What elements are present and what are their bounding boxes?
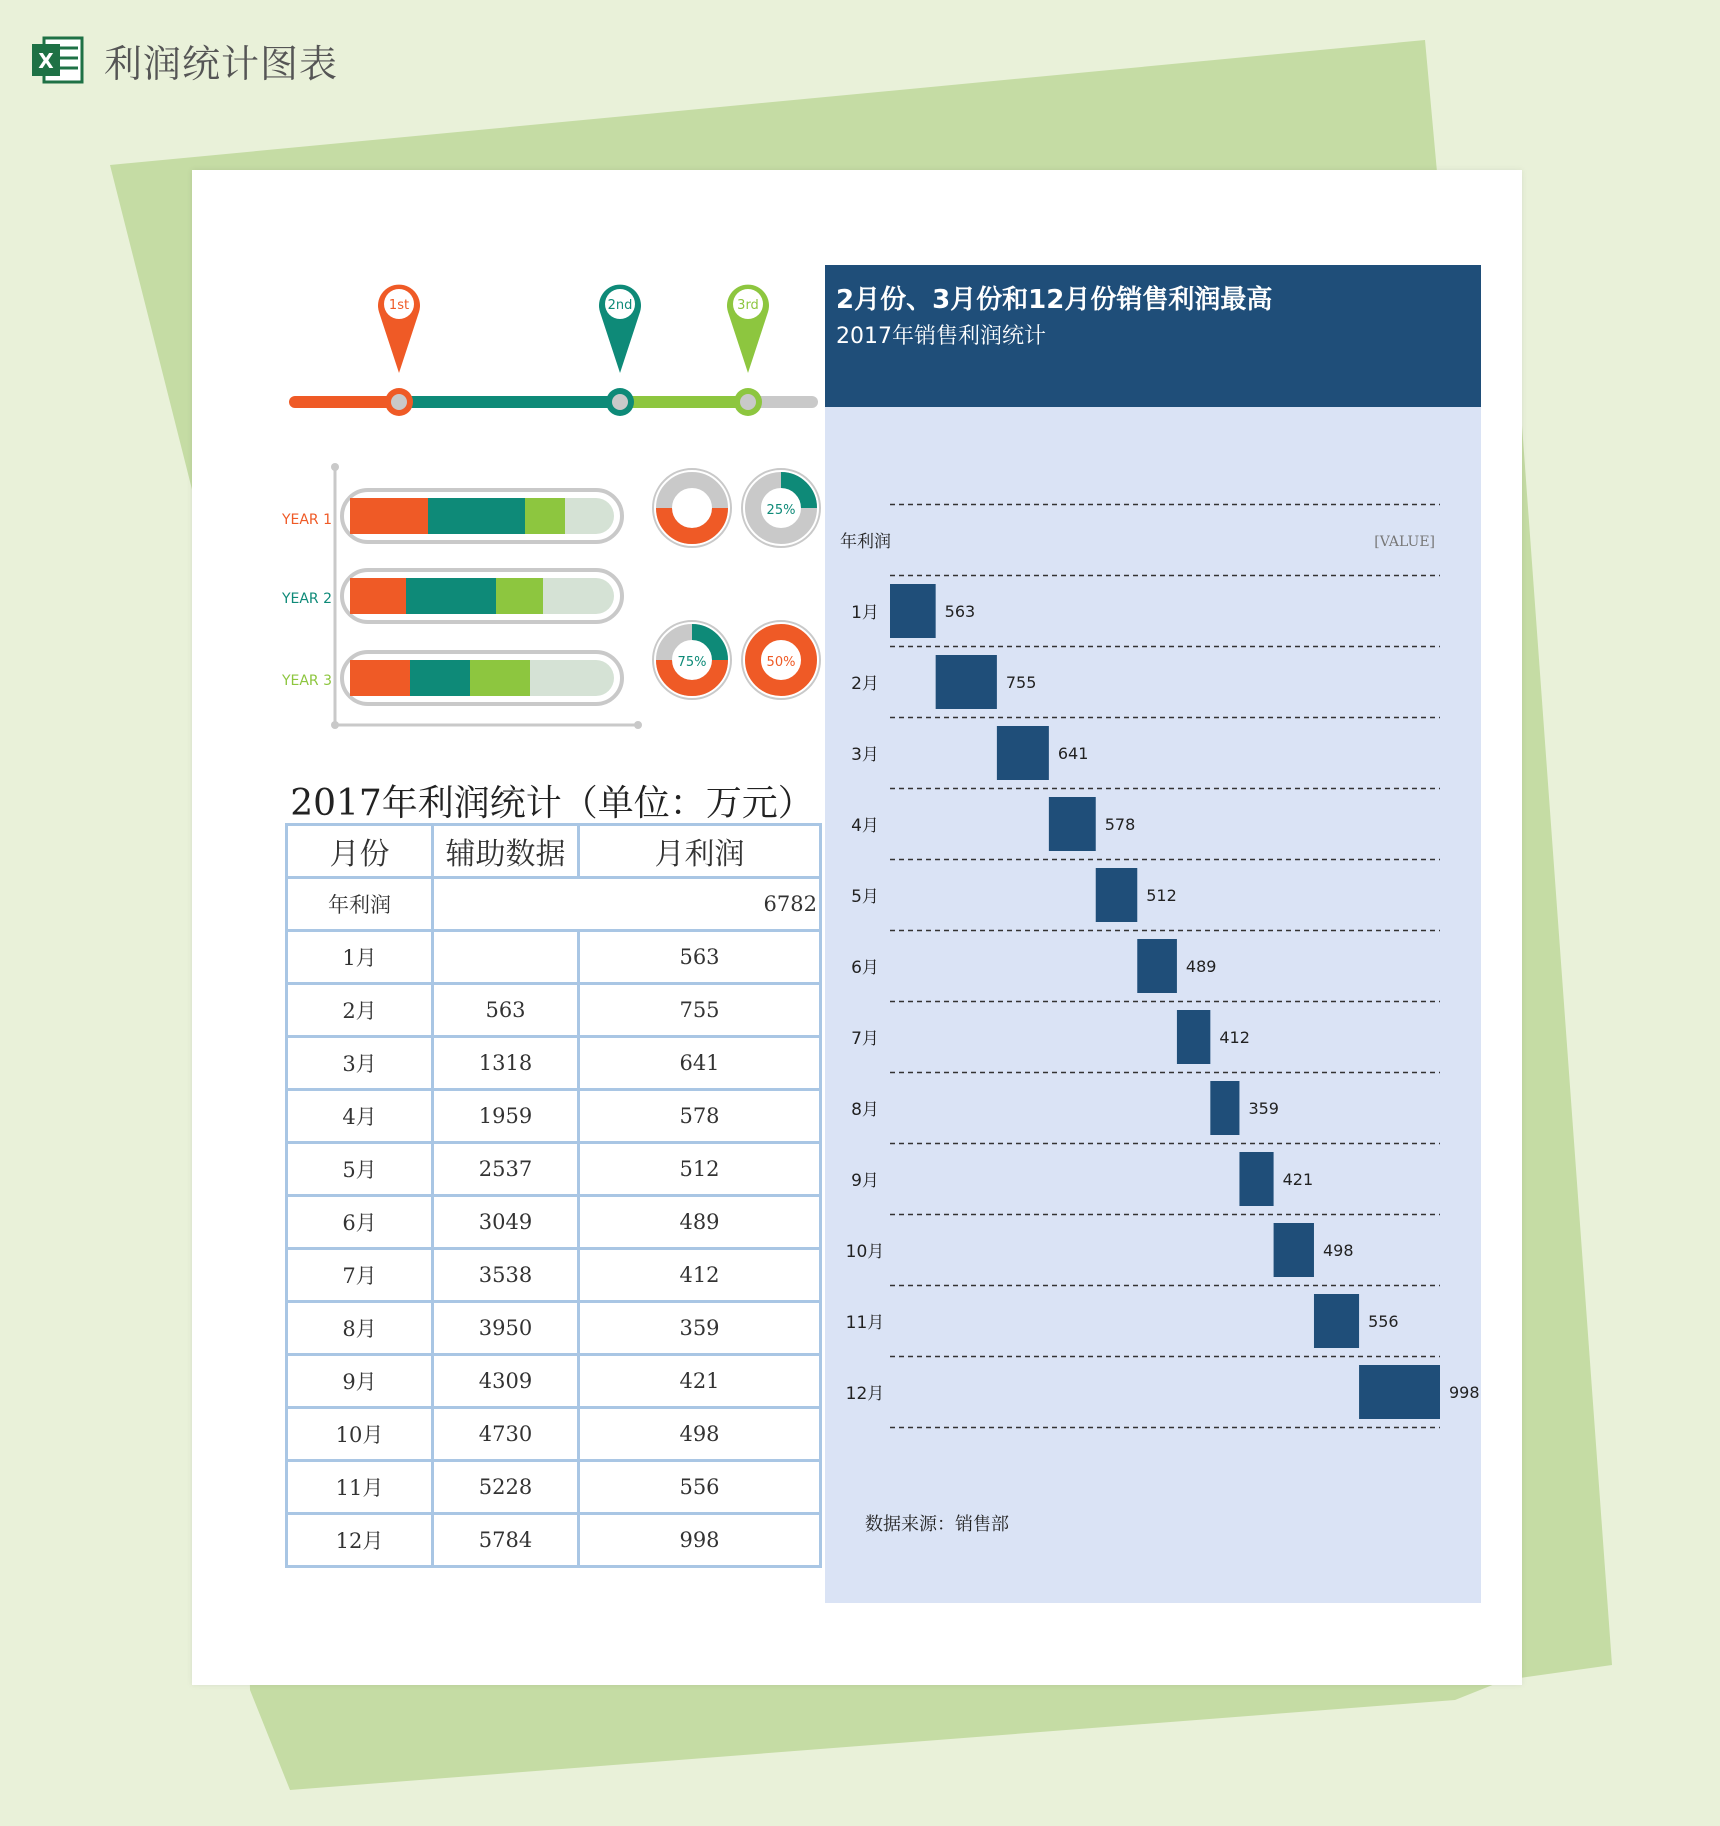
cell-profit[interactable]: 412 [579,1249,821,1302]
category-label: 6月 [851,958,879,978]
chart-source: 数据来源：销售部 [865,1514,1009,1535]
bar[interactable] [890,584,936,638]
timeline-node-inner [612,394,628,410]
category-label: 8月 [851,1100,879,1120]
table-row [287,1249,821,1302]
bar[interactable] [1359,1365,1440,1419]
cell-aux[interactable]: 3950 [433,1302,579,1355]
cell-aux[interactable]: 1318 [433,1037,579,1090]
profit-table [285,823,822,1568]
bar[interactable] [1314,1294,1359,1348]
table-row [287,1090,821,1143]
table-row [287,1355,821,1408]
year-label-3: YEAR 3 [281,673,332,689]
cell-profit[interactable]: 641 [579,1037,821,1090]
cell-aux[interactable]: 5784 [433,1514,579,1567]
table-row [287,1408,821,1461]
table-row-total [287,878,821,931]
data-label: 563 [944,602,976,621]
table-row [287,1037,821,1090]
category-label: 2月 [851,674,879,694]
cell-month[interactable]: 9月 [287,1355,433,1408]
bar[interactable] [1049,797,1096,851]
cell-profit[interactable]: 489 [579,1196,821,1249]
data-label: 512 [1146,886,1177,905]
bar[interactable] [997,726,1049,780]
table-header-row [287,825,821,878]
axis-end-dot [331,721,339,729]
header-month: 月份 [287,825,433,878]
category-label: 11月 [845,1313,885,1333]
cell-month[interactable]: 12月 [287,1514,433,1567]
cell-aux[interactable] [433,931,579,984]
excel-logo-letter: X [38,49,54,73]
year-bar-2 [342,570,622,622]
cell-aux[interactable]: 4309 [433,1355,579,1408]
bar[interactable] [1239,1152,1273,1206]
cell-profit[interactable]: 498 [579,1408,821,1461]
table-row [287,1302,821,1355]
cell-aux[interactable]: 2537 [433,1143,579,1196]
donut-50-top [653,469,731,547]
cell-profit[interactable]: 421 [579,1355,821,1408]
data-label: 578 [1104,815,1136,834]
cell-month[interactable]: 10月 [287,1408,433,1461]
cell-month[interactable]: 4月 [287,1090,433,1143]
data-label: 359 [1248,1099,1279,1118]
year-bar-1 [342,490,622,542]
donut-label: 75% [677,655,707,670]
cell-month[interactable]: 5月 [287,1143,433,1196]
cell-aux[interactable]: 4730 [433,1408,579,1461]
timeline-node-inner [391,394,407,410]
cell-aux[interactable]: 1959 [433,1090,579,1143]
table-row [287,984,821,1037]
data-label: 498 [1322,1241,1354,1260]
header-aux: 辅助数据 [433,825,579,878]
table-row [287,1196,821,1249]
cell-month[interactable]: 11月 [287,1461,433,1514]
category-label: 9月 [851,1171,879,1191]
donut-50-full [742,621,820,699]
axis-end-dot [634,721,642,729]
cell-profit[interactable]: 578 [579,1090,821,1143]
category-label: 5月 [851,887,879,907]
category-label: 4月 [851,816,879,836]
app-header [30,30,338,90]
cell-month[interactable]: 2月 [287,984,433,1037]
table-title: 2017年利润统计（单位：万元） [290,783,814,824]
header-profit: 月利润 [579,825,821,878]
table-row [287,1461,821,1514]
table-row [287,1514,821,1567]
donut-label: 25% [766,503,796,518]
chart-panel [825,265,1481,1603]
data-label: 489 [1185,957,1217,976]
pin-label: 3rd [737,298,759,313]
pin-label: 2nd [607,298,633,313]
data-label: 755 [1005,673,1037,692]
chart-title: 2月份、3月份和12月份销售利润最高 [836,285,1273,315]
cell-profit[interactable]: 359 [579,1302,821,1355]
cell-aux[interactable]: 563 [433,984,579,1037]
cell-profit[interactable]: 563 [579,931,821,984]
category-label: 1月 [851,603,879,623]
timeline-node-inner [740,394,756,410]
year-bar-3 [342,652,622,704]
bar[interactable] [936,655,997,709]
year-label-1: YEAR 1 [281,512,332,528]
data-label: 998 [1449,1383,1480,1402]
donut-75 [653,621,731,699]
bar[interactable] [1274,1223,1314,1277]
year-label-2: YEAR 2 [281,591,332,607]
waterfall-chart [825,265,1481,1603]
axis-end-dot [331,463,339,471]
cell-total-value[interactable]: 6782 [433,878,821,931]
table-row [287,1143,821,1196]
table-body [287,878,821,1567]
category-label: 3月 [851,745,879,765]
pin-label: 1st [388,298,410,313]
cell-month[interactable]: 7月 [287,1249,433,1302]
donut-label: 50% [677,503,707,518]
category-label: 12月 [845,1384,885,1404]
cell-month[interactable]: 8月 [287,1302,433,1355]
total-value-label: [VALUE] [1374,534,1435,550]
app-title: 利润统计图表 [104,41,339,86]
cell-profit[interactable]: 998 [579,1514,821,1567]
cell-profit[interactable]: 755 [579,984,821,1037]
bar[interactable] [1210,1081,1239,1135]
cell-total-label[interactable]: 年利润 [287,878,433,931]
cell-month[interactable]: 6月 [287,1196,433,1249]
data-label: 421 [1282,1170,1314,1189]
bar[interactable] [1096,868,1138,922]
bar[interactable] [1137,939,1177,993]
bar[interactable] [1177,1010,1210,1064]
cell-month[interactable]: 3月 [287,1037,433,1090]
cell-profit[interactable]: 512 [579,1143,821,1196]
data-label: 412 [1219,1028,1250,1047]
cell-aux[interactable]: 5228 [433,1461,579,1514]
table-row [287,931,821,984]
donut-label: 50% [766,655,796,670]
cell-month[interactable]: 1月 [287,931,433,984]
category-label: 10月 [845,1242,885,1262]
chart-subtitle: 2017年销售利润统计 [836,324,1046,349]
cell-aux[interactable]: 3538 [433,1249,579,1302]
excel-icon [30,32,86,88]
cell-aux[interactable]: 3049 [433,1196,579,1249]
cell-profit[interactable]: 556 [579,1461,821,1514]
category-label: 7月 [851,1029,879,1049]
data-label: 556 [1368,1312,1399,1331]
data-label: 641 [1057,744,1089,763]
donut-25 [742,469,820,547]
category-label-total: 年利润 [840,532,891,552]
